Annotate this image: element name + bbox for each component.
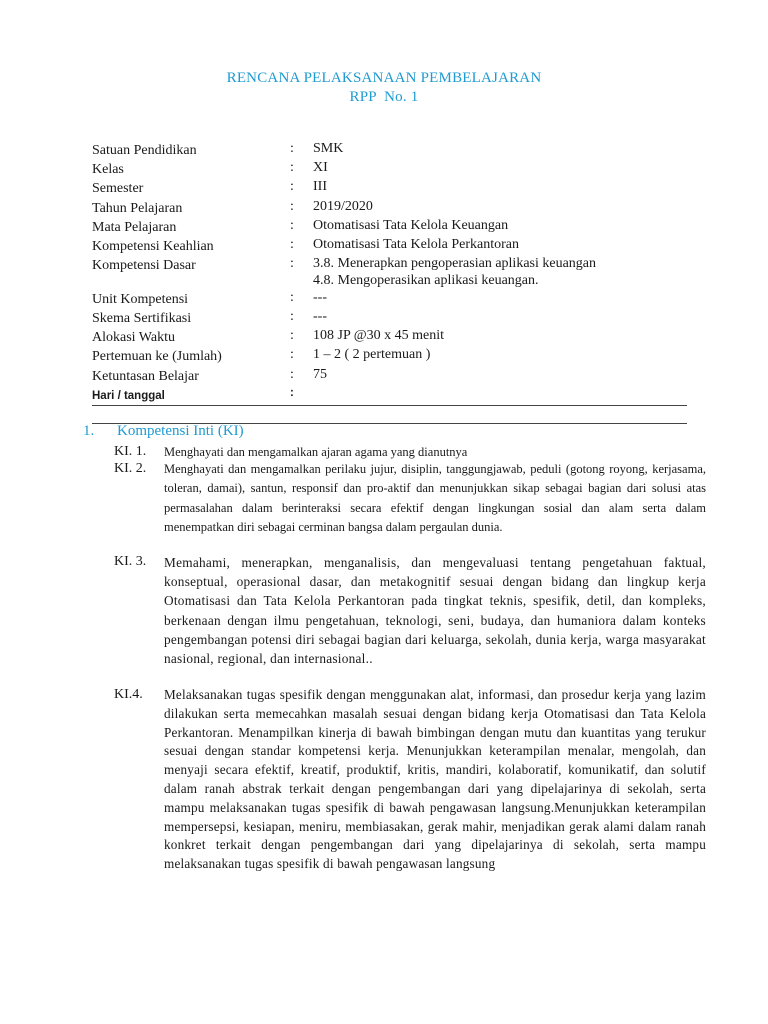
field-label: Kelas bbox=[92, 162, 124, 177]
ki-text: Memahami, menerapkan, menganalisis, dan mengevaluasi tentang pengetahuan faktual, konseptual, operasional dasar, dan metakognitif sesuai dengan bidang dan lingkup kerja Otomatisasi dan Tata Kelola Perkantoran pada tingkat teknis, spesifik, detil, dan kompleks, berkenaan dengan ilmu pengetahuan, teknologi, seni, budaya, dan humaniora dalam konteks pengembangan potensi diri sebagai bagian dari keluarga, sekolah, dunia kerja, warga masyarakat nasional, regional, dan internasional.. bbox=[164, 555, 706, 667]
field-colon: : bbox=[290, 179, 294, 194]
ki-text: Menghayati dan mengamalkan perilaku jujur, disiplin, tanggungjawab, peduli (gotong royong, kerjasama, toleran, damai), santun, responsif dan pro-aktif dan menunjukkan sikap sebagai bagian dari solusi atas permasalahan dalam berinteraksi secara efektif dengan lingkungan sosial dan alam serta dalam menempatkan diri sebagai cerminan bangsa dalam pergaulan dunia. bbox=[164, 462, 706, 534]
field-value-line2: 4.8. Mengoperasikan aplikasi keuangan. bbox=[313, 273, 539, 288]
field-value: 108 JP @30 x 45 menit bbox=[313, 328, 444, 343]
ki-text: Melaksanakan tugas spesifik dengan menggunakan alat, informasi, dan prosedur kerja yang lazim dilakukan serta memecahkan masalah sesuai dengan bidang kerja Otomatisasi dan Tata Kelola Perkantoran. Menampilkan kinerja di bawah bimbingan dengan mutu dan kuantitas yang terukur sesuai dengan standar kompetensi kerja. Menunjukkan keterampilan menalar, mengolah, dan menyaji secara efektif, kreatif, produktif, kritis, mandiri, kolaboratif, komunikatif, dan solutif dalam ranah abstrak terkait dengan pengembangan dari yang dipelajarinya di sekolah, serta mampu melaksanakan tugas spesifik di bawah pengawasan langsung.Menunjukkan keterampilan mempersepsi, kesiapan, meniru, membiasakan, gerak mahir, menjadikan gerak alami dalam ranah konkret terkait dengan pengembangan dari yang dipelajarinya di sekolah, serta mampu melaksanakan tugas spesifik di bawah pengawasan langsung bbox=[164, 687, 706, 872]
field-value: --- bbox=[313, 309, 327, 324]
ki-text: Menghayati dan mengamalkan ajaran agama yang dianutnya bbox=[164, 445, 468, 459]
field-label: Tahun Pelajaran bbox=[92, 201, 183, 216]
field-colon: : bbox=[290, 218, 294, 233]
field-colon: : bbox=[290, 328, 294, 343]
field-value: XI bbox=[313, 160, 328, 175]
field-colon: : bbox=[290, 160, 294, 175]
ki-label: KI. 1. bbox=[114, 444, 147, 459]
section-title: Kompetensi Inti (KI) bbox=[117, 423, 244, 439]
field-colon: : bbox=[290, 256, 294, 271]
field-label: Pertemuan ke (Jumlah) bbox=[92, 349, 222, 364]
section-number: 1. bbox=[83, 423, 95, 439]
field-colon: : bbox=[290, 141, 294, 156]
field-colon: : bbox=[290, 199, 294, 214]
field-colon: : bbox=[290, 309, 294, 324]
ki-label: KI. 3. bbox=[114, 554, 147, 569]
divider-line bbox=[92, 405, 687, 406]
field-label: Kompetensi Keahlian bbox=[92, 239, 214, 254]
field-value: III bbox=[313, 179, 327, 194]
field-colon: : bbox=[290, 387, 294, 399]
field-value: --- bbox=[313, 290, 327, 305]
field-label: Hari / tanggal bbox=[92, 390, 165, 402]
field-label: Alokasi Waktu bbox=[92, 330, 175, 345]
field-colon: : bbox=[290, 237, 294, 252]
field-colon: : bbox=[290, 290, 294, 305]
field-label: Ketuntasan Belajar bbox=[92, 369, 199, 384]
ki-label: KI.4. bbox=[114, 687, 143, 702]
field-value: Otomatisasi Tata Kelola Perkantoran bbox=[313, 237, 519, 252]
field-label: Mata Pelajaran bbox=[92, 220, 177, 235]
field-value: Otomatisasi Tata Kelola Keuangan bbox=[313, 218, 509, 233]
field-value: 1 – 2 ( 2 pertemuan ) bbox=[313, 347, 431, 362]
ki-label: KI. 2. bbox=[114, 461, 147, 476]
field-label: Satuan Pendidikan bbox=[92, 143, 197, 158]
document-title: RENCANA PELAKSANAAN PEMBELAJARAN bbox=[226, 70, 542, 86]
field-value: 3.8. Menerapkan pengoperasian aplikasi keuangan bbox=[313, 256, 597, 271]
field-label: Semester bbox=[92, 181, 144, 196]
field-value: SMK bbox=[313, 141, 344, 156]
field-colon: : bbox=[290, 347, 294, 362]
field-label: Skema Sertifikasi bbox=[92, 311, 192, 326]
field-label: Unit Kompetensi bbox=[92, 292, 189, 307]
field-value: 2019/2020 bbox=[313, 199, 373, 214]
document-subtitle: RPP No. 1 bbox=[349, 89, 419, 105]
field-colon: : bbox=[290, 367, 294, 382]
field-value: 75 bbox=[313, 367, 327, 382]
field-label: Kompetensi Dasar bbox=[92, 258, 196, 273]
